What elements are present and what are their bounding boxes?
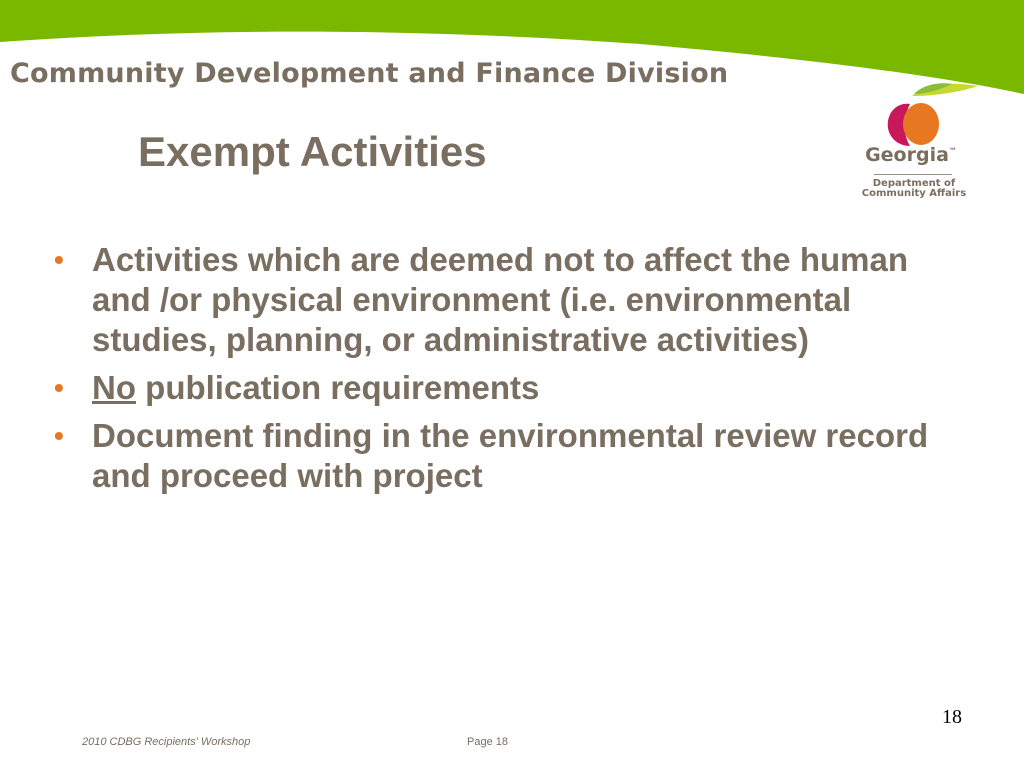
bullet-marker-icon: • [54, 244, 64, 275]
bullet-item: • Activities which are deemed not to affect the human and /or physical environment (i.e. environmental studies, planning, or administrative activities) [54, 241, 908, 358]
georgia-dca-logo [852, 78, 982, 208]
bullet-marker-icon: • [54, 372, 64, 403]
footer-event-name: 2010 CDBG Recipients' Workshop [82, 736, 251, 748]
peach-icon [852, 78, 982, 148]
footer-page-number: Page 18 [467, 736, 508, 748]
slide-title: Exempt Activities [138, 128, 487, 175]
logo-wordmark: Georgia™ [865, 144, 957, 166]
bullet-list [52, 240, 932, 504]
bullet-item: • No publication requirements [54, 369, 540, 406]
emphasis-no: No [92, 369, 136, 406]
slide-number: 18 [942, 706, 962, 728]
bullet-marker-icon: • [54, 420, 64, 451]
logo-divider [874, 174, 952, 175]
division-title: Community Development and Finance Division [10, 58, 729, 89]
logo-department-name: Department of Community Affairs [861, 178, 967, 199]
bullet-item: • Document finding in the environmental review record and proceed with project [54, 417, 929, 494]
